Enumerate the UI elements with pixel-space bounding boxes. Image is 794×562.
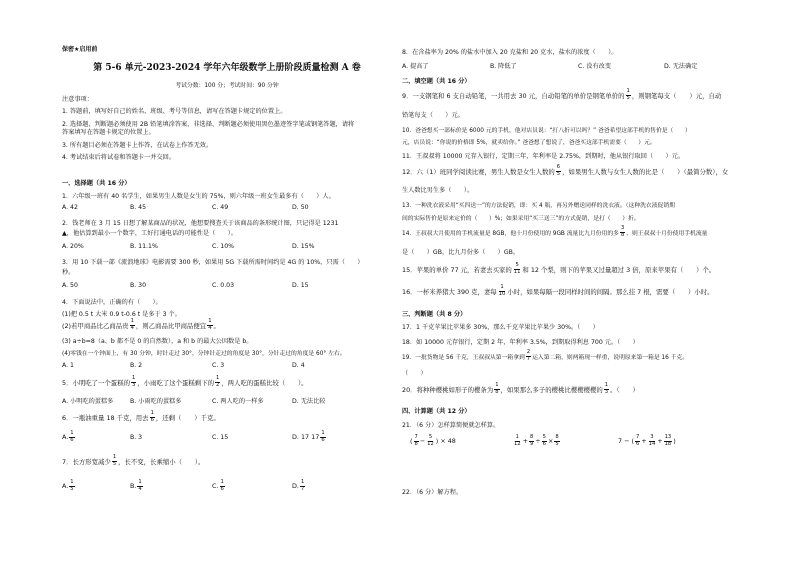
note-item: 1. 答题前，填写好自己的姓名、班级、考号等信息，请写在答题卡规定的位置上。 — [62, 108, 287, 116]
section-heading: 三、判断题（共 8 分） — [402, 311, 467, 318]
question-2-cont: ▲，他估算到最小一个数字，工好打通电话的可能性是（ ）。 — [62, 230, 237, 237]
option: B. 3 — [130, 434, 143, 441]
section-heading: 四、计算题（共 12 分） — [402, 408, 471, 415]
option: D. $\frac{1}{7}$ — [292, 479, 305, 492]
option: A. $\frac{1}{5}$ — [62, 479, 74, 492]
option: A. 1 — [62, 362, 74, 369]
question-14-cont: 是（ ）GB，比九月份多（ ）GB。 — [402, 249, 520, 256]
question-2: 2．钱老师在 3 月 15 日想了解某商品的状况，他想要搜查关于该商品的条形统计图，只记得是 1231 — [62, 220, 339, 227]
fraction: $\frac{1}{3}$ — [604, 382, 609, 395]
fraction: $\frac{1}{3}$ — [131, 375, 136, 388]
confidential-label: 保密★启用前 — [62, 46, 98, 53]
option: A. $\frac{1}{6}$ — [62, 430, 74, 443]
notes-heading: 注意事项： — [62, 96, 93, 103]
question-12: 12．六（1）班同学阅读比赛，男生人数是女生人数的 $\frac{6}{5}$ ，如果男生人数与女生人数的比是（ ）（最简分数），女 — [402, 164, 729, 177]
section-heading: 二、填空题（共 16 分） — [402, 78, 471, 85]
question-16: 16．一杯米养猪大 390 克，妻每 $\frac{1}{10}$ 小时，如果每隔一段同样时间的间隔。那么挂 7 根，需要（ ）小时。 — [402, 284, 714, 297]
option: C. 10% — [212, 243, 235, 250]
fraction: $\frac{1}{8}$ — [495, 382, 499, 395]
question-15: 15．苹果的单价 77 元，若妻去买家的 $\frac{5}{11}$ 和 12 个梨，则下的苹果又过量超过 3 倍，原来苹果有（ ）个。 — [402, 262, 716, 275]
option: C. 0.03 — [212, 282, 235, 289]
option: C. $\frac{1}{6}$ — [212, 479, 224, 492]
exam-title: 第 5-6 单元-2023-2024 学年六年级数学上册阶段质量检测 A 卷 — [93, 63, 361, 73]
question-4-item-4: (4)零钱在一个钟面上，有 30 分钟，时针走过 30°，分钟针走过的角度是 30°，分针走过的角度是 60° 左右。 — [62, 351, 346, 357]
question-10: 10．爸爸想买一部标价是 6000 元的手机，他对店员说：“打八折可以吗？” 爸爸希望这部手机的售价是（ ） — [402, 128, 691, 134]
fraction: $\frac{1}{4}$ — [208, 318, 212, 331]
option: D. 无法确定 — [664, 63, 698, 70]
fraction: $\frac{3}{14}$ — [648, 434, 656, 447]
question-22: 22．（6 分）解方程。 — [402, 489, 463, 496]
option: A. 提高了 — [402, 63, 429, 70]
calc-expression-1: ( $\frac{7}{8}$ − $\frac{5}{12}$ ) × 48 — [410, 434, 456, 447]
option: D. 50 — [292, 204, 309, 211]
option: A. 50 — [62, 282, 78, 289]
notes-block — [62, 96, 392, 162]
fraction: $\frac{6}{5}$ — [556, 164, 561, 177]
question-9-cont: 铅笔每支（ ）元。 — [402, 112, 464, 119]
question-13-cont: 间的实际售价是原来定价的（ ）%；如果采用“买三送三”的方式促销，是打（ ）折。 — [402, 216, 640, 222]
fraction: $\frac{5}{11}$ — [513, 262, 521, 275]
fraction: $\frac{1}{12}$ — [514, 434, 521, 447]
option: C. 没有改变 — [578, 63, 612, 70]
option: B. 小雨吃的蛋糕多 — [130, 398, 182, 405]
option: C. 3 — [212, 362, 225, 369]
question-13: 13．一种洗衣液采用“买四送一”的方法促销，即：买 4 瓶，再另外赠送同样的洗衣液。（这种洗衣液促销期 — [402, 203, 675, 209]
question-18: 18．如 10000 元存银行，定期 2 年，年利率 3.5%，到期取得利息 700 元。（ ） — [402, 339, 639, 346]
calc-expression-2: $\frac{1}{12}$ + $\frac{8}{9}$ ÷ $\frac{5}{6}$ × $\frac{8}{5}$ — [514, 434, 559, 447]
question-3-cont: 秒。 — [62, 269, 75, 276]
option: C. 两人吃的一样多 — [212, 398, 264, 405]
fraction: $\frac{1}{5}$ — [112, 454, 117, 467]
question-4: 4．下面说法中，正确的有（ ）。 — [62, 299, 162, 306]
option: C. 49 — [212, 204, 229, 211]
fraction: $\frac{1}{2}$ — [215, 375, 220, 388]
question-19: 19．一批货物是 56 千克，王叔叔从第一箱拿到 $\frac{2}{7}$ 运入第二箱，则两箱现一样重，说明原来第一箱是 16 千克。 — [402, 349, 689, 362]
question-4-item-1: (1)把 0.5 t 大米 0.9 t-0.6 t 是多于 3 个。 — [62, 311, 181, 318]
option: B. 30 — [130, 282, 147, 289]
option: B. $\frac{1}{4}$ — [130, 479, 142, 492]
fraction: $\frac{3}{8}$ — [620, 225, 625, 238]
fraction: $\frac{5}{6}$ — [542, 434, 546, 447]
question-6: 6．一瓶油重量 18 千克，用去 $\frac{1}{6}$ ，还剩（ ）千克。 — [62, 410, 220, 423]
option: A. 小明吃的蛋糕多 — [62, 398, 114, 405]
question-8: 8．在含盐率为 20% 的盐水中加入 20 克盐和 20 克水，盐水的浓度（ ）。 — [402, 49, 618, 56]
option: D. 无法比较 — [292, 398, 326, 405]
question-5: 5．小明吃了一个蛋糕的 $\frac{1}{3}$ ，小雨吃了这个蛋糕剩下的 $\frac{1}{2}$ ，两人吃的蛋糕比较（ ）。 — [62, 375, 308, 388]
calc-expression-3: 7 − ( $\frac{7}{6}$ + $\frac{3}{14}$ + $\frac{13}{18}$ ) — [618, 434, 676, 447]
question-20: 20．将种种樱桃如形子的樱条为 $\frac{1}{8}$ ，如果那么多子的樱桃比樱樱樱樱的 $\frac{1}{3}$ 。（ ） — [402, 382, 639, 395]
fraction: $\frac{1}{6}$ — [150, 410, 154, 423]
exam-meta: 考试分数：100 分；考试时间：90 分钟 — [175, 83, 279, 89]
fraction: $\frac{1}{4}$ — [130, 318, 134, 331]
question-21: 21．（6 分）怎样算简便就怎样算。 — [402, 422, 500, 429]
option: D. 17 17 $\frac{1}{6}$ — [292, 430, 325, 443]
question-14: 14．王叔叔大月使用的手机流量是 8GB，他十月份使用的 9GB 流量比九月份用的多 $\frac{3}{8}$ ，则王叔叔十月份使用手机流量 — [402, 225, 708, 238]
fraction: $\frac{2}{7}$ — [526, 349, 531, 362]
option: B. 2 — [130, 362, 143, 369]
question-9: 9．一支钢笔和 6 支自动铅笔，一共用去 30 元，自动铅笔的单价是钢笔单价的 $\frac{1}{5}$ ，则钢笔每支（ ）元，自动 — [402, 88, 722, 101]
question-1: 1．六年级一班有 40 名学生，如果男生人数是女生的 75%，则六年级一班女生最多有（ ）人。 — [62, 193, 335, 200]
question-4-item-3: (3) a÷b=8（a、b 都不是 0 的自然数），a 和 b 的最大公因数是 b。 — [62, 338, 253, 345]
option: C. 15 — [212, 434, 229, 441]
fraction: $\frac{1}{5}$ — [626, 88, 630, 101]
question-4-item-2: (2)若甲商品比乙商品贵 $\frac{1}{4}$ ，则乙商品比甲商品便宜 $\frac{1}{4}$ 。 — [62, 318, 220, 331]
question-10-cont: 元，店员说：“你说的价格即 5%，就卖给你。” 爸爸想了想说了，爸爸买这部手机需要（ ）元。 — [402, 140, 656, 146]
section-heading: 一、选择题（共 16 分） — [62, 180, 131, 187]
fraction: $\frac{8}{5}$ — [555, 434, 559, 447]
option: A. 20% — [62, 243, 84, 250]
question-7: 7．长方形宽减少 $\frac{1}{5}$ ，长不变，长乘缩小（ ）。 — [62, 454, 205, 467]
fraction: $\frac{7}{6}$ — [635, 434, 640, 447]
question-11: 11．王叔叔将 10000 元存入银行，定期三年，年利率是 2.75%，到期时，他从银行取回（ ）元。 — [402, 153, 685, 160]
option: B. 11.1% — [130, 243, 158, 250]
option: D. 15 — [292, 282, 309, 289]
fraction: $\frac{5}{12}$ — [427, 434, 434, 447]
fraction: $\frac{1}{10}$ — [498, 284, 506, 297]
question-19-cont: （ ） — [402, 370, 427, 377]
note-item: 2. 选择题、判断题必须使用 2B 铅笔填涂答案，非选择、判断题必须使用黑色墨迹签字笔或钢笔答题，请将 — [62, 120, 355, 128]
option: D. 15% — [292, 243, 315, 250]
option: A. 42 — [62, 204, 78, 211]
question-6-options — [62, 431, 392, 447]
fraction: $\frac{7}{8}$ — [414, 434, 418, 447]
note-item: 3. 所有题目必须在答题卡上作答，在试卷上作答无效。 — [62, 141, 213, 149]
question-3: 3．用 10 下载一部《流浪地球》电影需要 300 秒，如果用 5G 下载所需时间约是 4G 的 10%，只需（ ） — [62, 259, 364, 266]
fraction: $\frac{8}{9}$ — [529, 434, 534, 447]
note-item: 4. 考试结束后将试卷和答题卡一并交回。 — [62, 154, 176, 162]
option: B. 降低了 — [490, 63, 517, 70]
fraction: $\frac{13}{18}$ — [664, 434, 672, 447]
question-17: 17．1 千克苹果比苹果多 30%，那么千克苹果比苹果少 30%。（ ） — [402, 324, 599, 331]
option: D. 4 — [292, 362, 305, 369]
question-12-cont: 生人数比男生多（ ）。 — [402, 187, 474, 194]
note-item: 答案填写在答题卡规定的位置上。 — [62, 129, 155, 137]
question-7-options — [62, 480, 392, 496]
option: B. 45 — [130, 204, 147, 211]
